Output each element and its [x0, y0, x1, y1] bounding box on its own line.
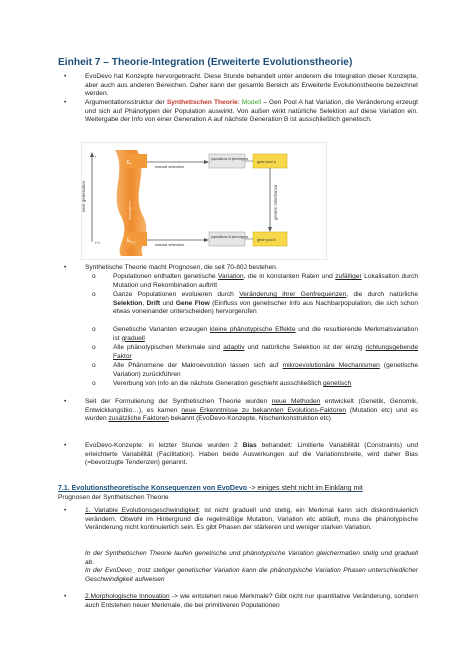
section-heading-line2: Prognosen der Synthetischen Theorie — [58, 494, 169, 501]
text-run: , — [142, 299, 147, 307]
text-underlined: zufälliger — [335, 273, 362, 280]
text-run: und die resultierende Merkmalsvariation ist — [113, 326, 418, 342]
text-run: bekannt (EvoDevo-Konzepte, Nischenkonstruktion etc) — [168, 415, 331, 423]
synthetic-item-4 — [113, 344, 418, 361]
text-underlined: genetisch — [323, 380, 352, 387]
text-run: Ganze Populationen evoluieren durch — [113, 291, 240, 298]
text-run: : — [237, 99, 242, 106]
page-title: Einheit 7 – Theorie-Integration (Erweiterte Evolutionstheorie) — [58, 57, 353, 68]
text-underlined: graduell — [121, 334, 145, 342]
text-underlined: neue Methoden — [271, 398, 321, 405]
text-run: und natürliche Selektion ist der einzig — [244, 344, 366, 351]
text-run: entwickelt (Genetik, Genomik, Entwicklungsbio…), es kamen — [85, 398, 419, 414]
text-run: EvoDevo-Konzepte: in letzter Stunde wurden 2 — [85, 442, 243, 449]
text-run: (genetische Variation) zurückführen — [113, 362, 419, 378]
text-underlined: neue Erkenntnisse zu bekannten Evolutions-Faktoren — [181, 406, 347, 414]
text-run: und — [160, 299, 176, 307]
sub-bullet: o — [92, 344, 96, 351]
sub-bullet: o — [92, 362, 96, 369]
synthetic-lead: Synthetische Theorie macht Prognosen, die seit 70-80J bestehen. — [85, 264, 278, 271]
sub-bullet: o — [92, 380, 96, 387]
natural-selection-label-top: natural selection — [155, 164, 185, 169]
genetic-inheritance-label: genetic inheritance — [273, 184, 278, 220]
text-bold: Bias — [242, 442, 257, 449]
environment-t-label: $E_t$ — [127, 160, 132, 167]
text-underlined: Veränderung ihrer Genfrequenzen — [239, 291, 347, 298]
text-run: : ist nicht graduell und stetig, ein Merkmal kann sich diskontinuierlich verändern. Obwohl im Hintergrund die regelmäßige Mutation, Variation etc abläuft, muss die phänotypische Veränderung nicht kontinuierlich sein. Es gibt Phasen der stärkeren und weniger starken Variation. — [85, 507, 418, 532]
bullet-dot: • — [64, 264, 67, 271]
text-run: – Gen Pool A hat Variation, die Veränderung erzeugt und sich auf Phänotypen der Population auswirkt. Von außen wirkt natürliche Selektion auf diese Variation ein. Weitergabe der Info von einer Generation A auf nächste Generation B ist ausschließlich genetisch. — [85, 99, 418, 124]
text-underlined: mikroevolutionäre Mechanismen — [282, 362, 380, 369]
synthetic-theory-diagram — [81, 142, 327, 260]
text-bold: Gene Flow — [175, 299, 210, 307]
consequence-2 — [85, 593, 418, 610]
intro-paragraph-1: EvoDevo hat Konzepte hervorgebracht. Diese Stunde behandelt unter anderem die Integration dieser Konzepte, aber auch aus anderen Bereichen. Daher kann der gesamte Bereich als Erweiterte Evolutionstheorie bezeichnet werden. — [85, 73, 418, 98]
synthetic-item-6 — [113, 380, 418, 389]
synthetic-item-1 — [113, 273, 418, 290]
text-underlined: richtungsgebende Faktor — [113, 344, 418, 360]
text-run: Genetische Varianten erzeugen — [113, 326, 210, 333]
text-bold: Selektion — [113, 299, 143, 307]
text-run: Alle Phänomene der Makroevolution lassen sich auf — [113, 362, 283, 369]
t1-label: t+1 — [95, 241, 101, 245]
text-run: Alle phänotypischen Merkmale sind — [113, 344, 224, 351]
bullet-dot: • — [64, 99, 67, 106]
text-run: -> wie entstehen neue Merkmale? Gibt nicht nur quantitative Veränderung, sondern auch Entstehen neuer Merkmale, die bei primitiveren Populationen — [85, 593, 418, 609]
text-underlined: 1. Variable Evolutionsgeschwindigkeit — [85, 507, 199, 514]
section-heading — [58, 485, 363, 492]
consequence-1-synthetic-note: In der Synthetischen Theorie laufen genetische und phänotypische Variation gleichermaßen stetig und graduell ab. — [85, 550, 418, 566]
consequence-1-evodevo-note: In der EvoDevo_ trotz stetiger genetischer Variation kann die phänotypische Variation Phasen unterschiedlicher Geschwindigkeit aufweisen — [85, 567, 418, 583]
band-label: development — [128, 201, 132, 220]
text-underlined: zusätzliche Faktoren — [108, 415, 169, 423]
bullet-dot: • — [64, 593, 67, 600]
intro-paragraph-2 — [85, 99, 418, 125]
sub-bullet: o — [92, 326, 96, 333]
since-paragraph — [85, 398, 418, 424]
synthetic-theory-highlight: Synthetischen Theorie — [166, 99, 238, 106]
text-underlined: 2.Morphologische Innovation — [85, 593, 170, 600]
next-generation-label: next generation — [81, 180, 86, 212]
text-run: (Einfluss von genetischer Info aus Nachbarpopulation, die sich schon etwas voneinander unterscheiden) hervorgerufen — [113, 299, 418, 316]
text-underlined: kleine phänotypische Effekte — [209, 326, 296, 333]
section-heading-rest: -> einiges steht nicht im Einklang mit — [247, 485, 363, 492]
bullet-dot: • — [64, 442, 67, 449]
text-run: , die durch natürliche — [346, 291, 419, 298]
text-underlined: adaptiv — [223, 344, 245, 351]
text-run: Populationen enthalten genetische — [113, 273, 219, 280]
text-run: Argumentationsstruktur der — [85, 99, 167, 106]
section-heading-text: 7.1. Evolutionstheoretische Konsequenzen von EvoDevo — [58, 485, 248, 492]
text-bold: Drift — [146, 299, 161, 307]
evodevo-paragraph — [85, 442, 418, 468]
sub-bullet: o — [92, 291, 96, 298]
synthetic-item-3 — [113, 326, 418, 343]
bullet-dot: • — [64, 73, 67, 80]
t-label: t — [95, 155, 96, 159]
text-run: (Mutation etc) und es wurden — [85, 406, 419, 423]
model-highlight: Modell — [241, 99, 262, 106]
natural-selection-label-bottom: natural selection — [155, 242, 185, 247]
populations-label-bottom: populations of phenotypes — [211, 235, 249, 239]
synthetic-item-2 — [113, 291, 418, 317]
text-underlined: Variation — [218, 273, 244, 280]
gene-pool-a-label: gene pool a — [257, 160, 276, 164]
text-run: behandelt: Limitierte Variabilität (Constraints) und erleichterte Variabilität (Facilitation). Haben beide Auswirkungen auf die Variationsbreite, wird daher Bias (=bevorzugte Tendenzen) genannt. — [85, 442, 419, 467]
text-run: Vererbung von Info an die nächste Generation geschieht ausschließlich — [113, 380, 324, 387]
text-run: Lokalisation durch Mutation und Rekombination auftritt — [113, 273, 418, 289]
bullet-dot: • — [64, 398, 67, 405]
text-run: , die in konstanten Raten und — [243, 273, 336, 280]
sub-bullet: o — [92, 273, 96, 280]
environment-t1-label: $E_{t+1}$ — [127, 238, 136, 245]
text-run: Seit der Formulierung der Synthetischen Theorie wurden — [85, 398, 272, 405]
synthetic-item-5 — [113, 362, 418, 379]
gene-pool-b-label: gene pool b — [257, 238, 276, 242]
bullet-dot: • — [64, 507, 67, 514]
consequence-1 — [85, 507, 418, 533]
populations-label-top: populations of phenotypes — [211, 157, 249, 161]
